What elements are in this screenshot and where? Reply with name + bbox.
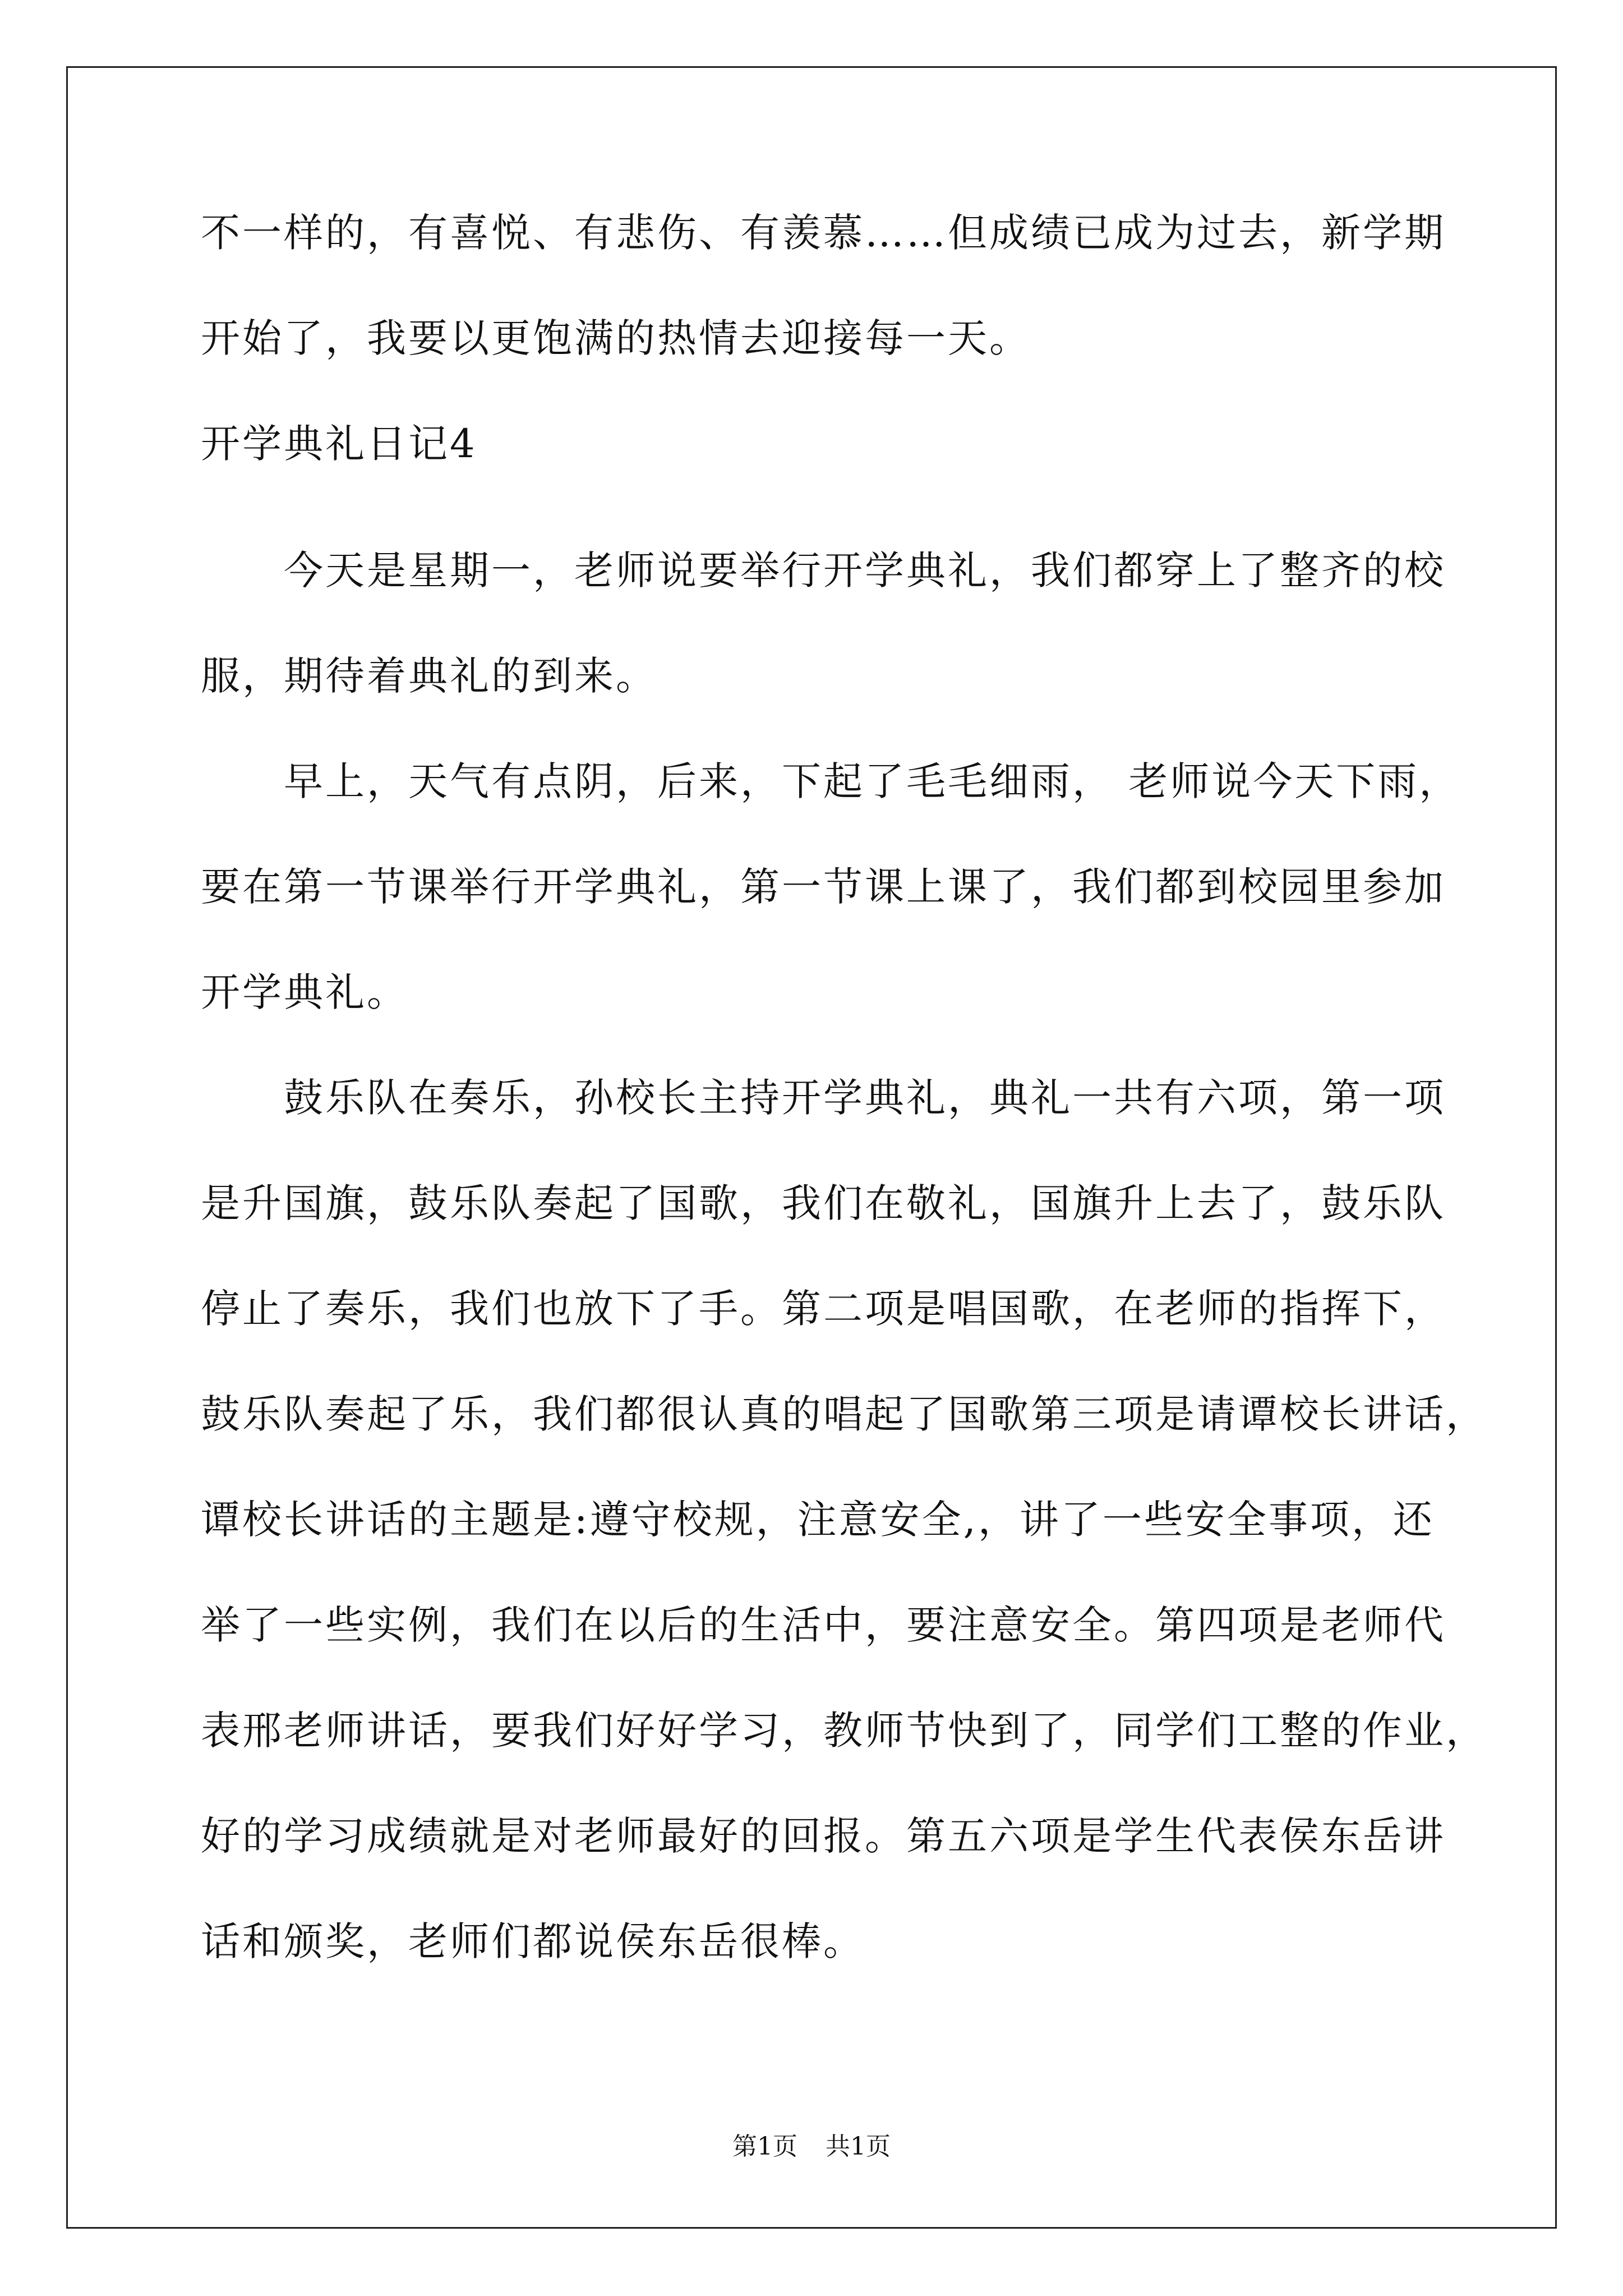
text-line: 不一样的，有喜悦、有悲伤、有羡慕……但成绩已成为过去，新学期	[201, 210, 1446, 256]
text-line: 举了一些实例，我们在以后的生活中，要注意安全。第四项是老师代	[201, 1602, 1446, 1648]
text-line: 好的学习成绩就是对老师最好的回报。第五六项是学生代表侯东岳讲	[201, 1813, 1446, 1859]
text-line: 开学典礼。	[201, 969, 408, 1015]
text-line: 服，期待着典礼的到来。	[201, 653, 657, 699]
text-line: 是升国旗，鼓乐队奏起了国歌，我们在敬礼，国旗升上去了，鼓乐队	[201, 1180, 1446, 1226]
page-total: 共1页	[826, 2132, 891, 2161]
page-frame	[66, 66, 1557, 2229]
text-line: 要在第一节课举行开学典礼，第一节课上课了，我们都到校园里参加	[201, 864, 1446, 910]
text-line: 谭校长讲话的主题是:遵守校规，注意安全,，讲了一些安全事项，还	[201, 1497, 1435, 1543]
text-line: 话和颁奖，老师们都说侯东岳很棒。	[201, 1918, 865, 1964]
paragraph-first-line: 今天是星期一，老师说要举行开学典礼，我们都穿上了整齐的校	[284, 547, 1446, 593]
text-line: 表邢老师讲话，要我们好好学习，教师节快到了，同学们工整的作业，	[201, 1708, 1487, 1754]
text-line: 开始了，我要以更饱满的热情去迎接每一天。	[201, 315, 1031, 361]
text-line: 鼓乐队奏起了乐，我们都很认真的唱起了国歌第三项是请谭校长讲话，	[201, 1391, 1487, 1437]
page-number: 第1页	[732, 2132, 797, 2161]
paragraph-first-line: 早上，天气有点阴，后来，下起了毛毛细雨， 老师说今天下雨，	[284, 758, 1461, 804]
section-heading: 开学典礼日记4	[201, 421, 477, 467]
page-footer	[0, 2134, 1623, 2159]
paragraph-first-line: 鼓乐队在奏乐，孙校长主持开学典礼，典礼一共有六项，第一项	[284, 1075, 1446, 1121]
text-line: 停止了奏乐，我们也放下了手。第二项是唱国歌，在老师的指挥下，	[201, 1286, 1446, 1332]
